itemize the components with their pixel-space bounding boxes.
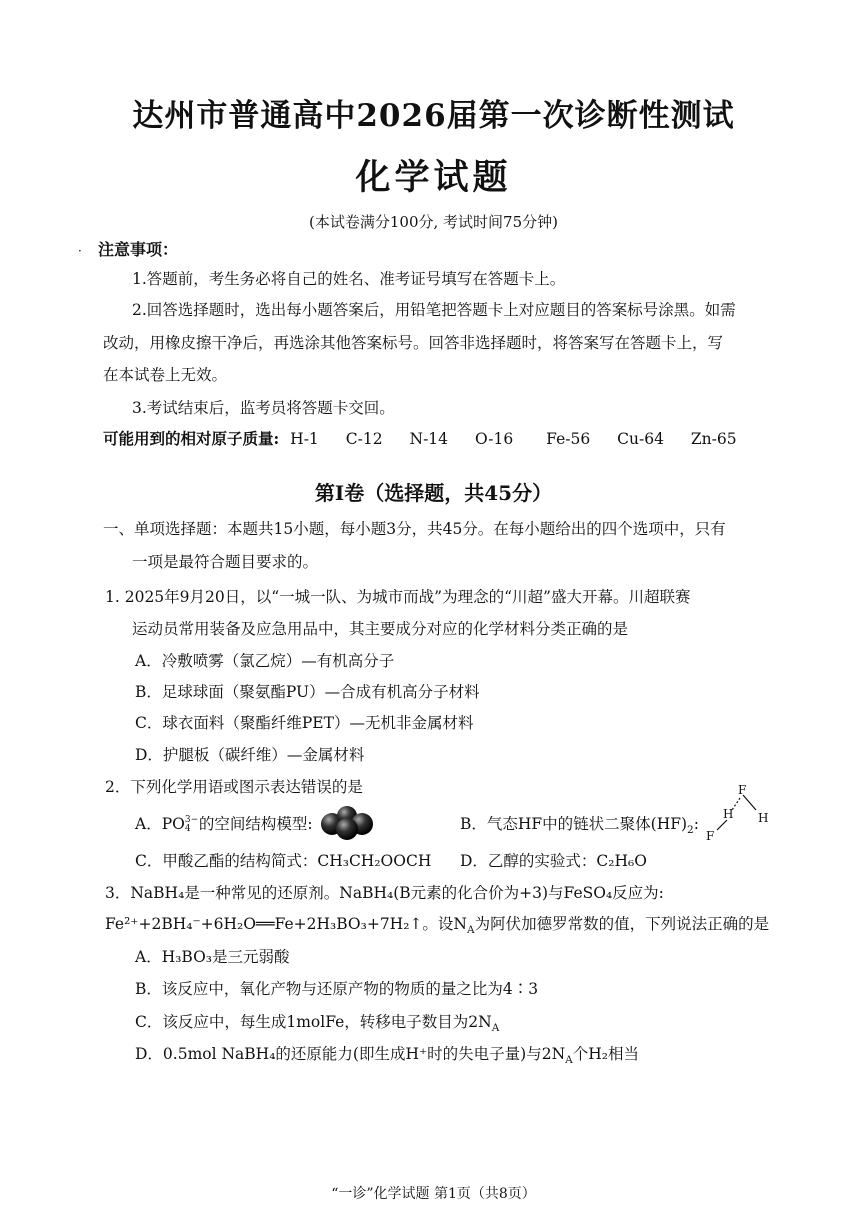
q3-na-subscript: A [466,924,475,937]
q3-stem-line1: 3．NaBH₄是一种常见的还原剂。NaBH₄(B元素的化合价为+3)与FeSO₄反应为: [105,884,664,902]
q2-stem: 2．下列化学用语或图示表达错误的是 [105,778,363,796]
q1-option-d: D．护腿板（碳纤维）—金属材料 [135,746,365,764]
hf-dimer-structure [700,780,780,842]
hf-label-h-left: H [723,807,734,821]
q3-stem-line2 [105,912,769,936]
q3-option-d-subscript: A [565,1054,573,1067]
q3-option-d-text: D．0.5mol NaBH₄的还原能力(即生成H⁺时的失电子量)与2N [135,1045,566,1063]
q1-stem-line1: 1. 2025年9月20日，以“一城一队、为城市而战”为理念的“川超”盛大开幕。川超联赛 [105,588,691,606]
section-title: 第Ⅰ卷（选择题，共45分） [314,481,553,505]
q2-option-b [460,812,699,836]
instruction-1: 1.答题前，考生务必将自己的姓名、准考证号填写在答题卡上。 [132,270,566,288]
q1-option-a: A．冷敷喷雾（氯乙烷）—有机高分子 [135,652,395,670]
phosphate-subscript: 4 [184,824,191,834]
q3-option-c [135,1010,499,1034]
q2-option-a-letter: A． [135,815,162,833]
hf-label-h-right: H [758,811,769,825]
hf-label-f-bottom: F [706,829,715,842]
mass-zn: Zn-65 [690,430,737,448]
subject-title: 化学试题 [355,157,512,198]
q3-option-d-rest: 个H₂相当 [572,1045,639,1063]
q2-option-a [135,812,313,834]
q1-option-c: C．球衣面料（聚酯纤维PET）—无机非金属材料 [135,714,474,732]
atomic-masses-label: 可能用到的相对原子质量: [103,429,280,448]
phosphate-charge: 3− [184,815,199,825]
q3-option-c-subscript: A [491,1022,500,1035]
q3-stem-rest: 为阿伏加德罗常数的值，下列说法正确的是 [474,915,770,933]
instruction-2-line1: 2.回答选择题时，选出每小题答案后，用铅笔把答题卡上对应题目的答案标号涂黑。如需 [132,301,736,319]
q1-option-b: B．足球球面（聚氨酯PU）—合成有机高分子材料 [135,683,480,701]
part-instruction-line2: 一项是最符合题目要求的。 [132,553,319,571]
q2-option-a-text: 的空间结构模型: [198,815,313,833]
mass-fe: Fe-56 [546,430,591,448]
q2-option-b-colon: : [693,815,699,833]
q2-option-b-text: B．气态HF中的链状二聚体(HF) [460,815,688,833]
exam-note: (本试卷满分100分, 考试时间75分钟) [309,213,558,231]
part-instruction-line1: 一、单项选择题：本题共15小题，每小题3分，共45分。在每小题给出的四个选项中，只有 [103,520,726,538]
bullet-dot: · [78,244,82,258]
phosphate-formula: PO [161,815,185,833]
q2-option-b-subscript: 2 [687,824,694,837]
q3-equation: Fe²⁺+2BH₄⁻+6H₂O══Fe+2H₃BO₃+7H₂↑。设N [105,915,467,933]
mass-n: N-14 [409,430,449,448]
instructions-heading: 注意事项： [98,240,179,259]
q3-option-a: A．H₃BO₃是三元弱酸 [135,948,290,966]
exam-title: 达州市普通高中2026届第一次诊断性测试 [132,98,735,134]
instruction-3: 3.考试结束后，监考员将答题卡交回。 [132,399,395,417]
mass-c: C-12 [345,430,383,448]
instruction-2-line2: 改动，用橡皮擦干净后，再选涂其他答案标号。回答非选择题时，将答案写在答题卡上，写 [103,334,724,352]
q2-option-c: C．甲酸乙酯的结构简式：CH₃CH₂OOCH [135,852,432,870]
q1-stem-line2: 运动员常用装备及应急用品中，其主要成分对应的化学材料分类正确的是 [132,620,629,638]
instruction-2-line3: 在本试卷上无效。 [103,366,228,384]
q2-option-d: D．乙醇的实验式：C₂H₆O [460,852,647,870]
mass-cu: Cu-64 [617,430,664,448]
atomic-masses [103,427,737,449]
q3-option-b: B．该反应中，氧化产物与还原产物的物质的量之比为4∶3 [135,980,539,998]
mass-h: H-1 [290,430,319,448]
mass-o: O-16 [474,430,514,448]
hf-label-f-top: F [738,783,747,797]
q3-option-d [135,1042,639,1066]
page-footer: “一诊”化学试题 第1页（共8页） [331,1186,536,1202]
phosphate-space-filling-model [318,805,376,841]
q3-option-c-text: C．该反应中，每生成1molFe，转移电子数目为2N [135,1013,492,1031]
